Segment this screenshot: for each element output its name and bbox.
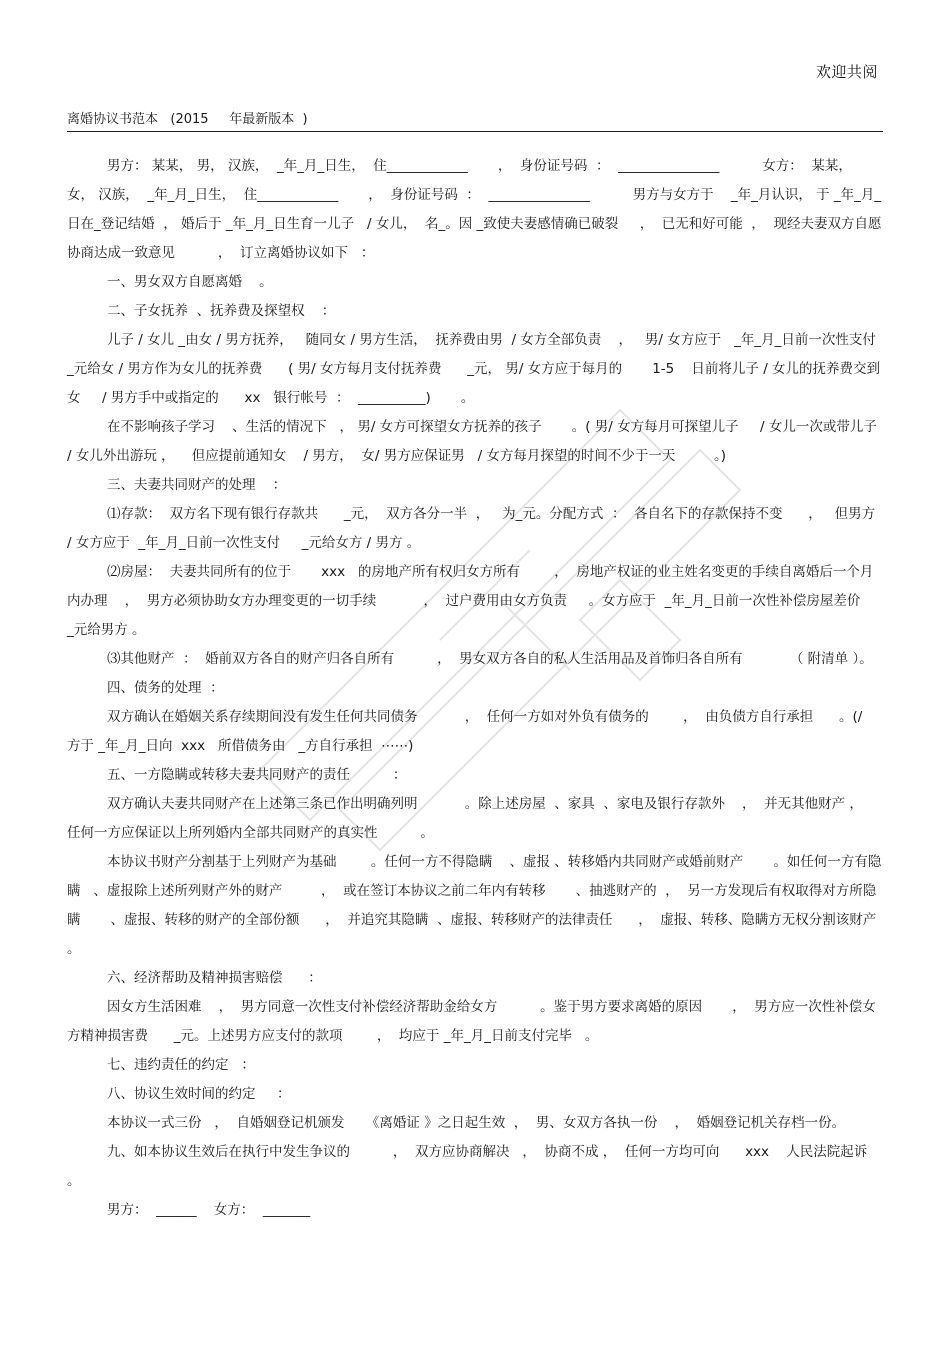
paragraph-effective: 本协议一式三份 ， 自婚姻登记机颁发 《离婚证 》之日起生效 ， 男、女双方各执一份 ， 婚姻登记机关存档一份。 — [107, 1115, 846, 1131]
signature-line: 男方： ______ 女方： _______ — [107, 1202, 311, 1218]
paragraph-child-custody: 儿子 / 女儿 _由女 / 男方抚养， 随同女 / 男方生活， 抚养费由男 / 女方全部负责 ， 男/ 女方应于 _年_月_日前一次性支付 _元给女 / 男方作为女儿的抚养费 ( 男/ 女方每月支付抚养费 _元， 男/ 女方应于每月的 1-5 日前将儿子 / 女儿的抚养费交到女 / 男方手中或指定的 xx 银行帐号 ： __________) 。 — [67, 332, 893, 406]
paragraph-deposits: ⑴存款： 双方名下现有银行存款共 _元， 双方各分一半 ， 为_元。分配方式 ： 各自名下的存款保持不变 ， 但男方 / 女方应于 _年_月_日前一次性支付 _元给女方 / 男方 。 — [67, 506, 880, 551]
paragraph-visitation: 在不影响孩子学习 、生活的情况下 ， 男/ 女方可探望女方抚养的孩子 。( 男/ 女方每月可探望儿子 / 女儿一次或带儿子 / 女儿外出游玩 ， 但应提前通知女 / 男方， 女/ 男方应保证男 / 女方每月探望的时间不少于一天 。) — [67, 419, 890, 464]
paragraph-house: ⑵房屋： 夫妻共同所有的位于 xxx 的房地产所有权归女方所有 ， 房地产权证的业主姓名变更的手续自离婚后一个月内办理 ， 男方必须协助女方办理变更的一切手续 ， 过户费用由女方负责 。女方应于 _年_月_日前一次性补偿房屋差价 _元给男方 。 — [67, 564, 882, 638]
document-header-title: 离婚协议书范本 (2015 年最新版本 ) — [67, 108, 883, 132]
section-9-dispute: 九、如本协议生效后在执行中发生争议的 ， 双方应协商解决 ， 协商不成 ， 任何一方均可向 xxx 人民法院起诉 。 — [67, 1144, 872, 1189]
top-right-text: 欢迎共阅 — [815, 63, 878, 81]
section-3-heading: 三、夫妻共同财产的处理 ： — [107, 477, 287, 493]
paragraph-debts: 双方确认在婚姻关系存续期间没有发生任何共同债务 ， 任何一方如对外负有债务的 ， 由负债方自行承担 。(/ 方于 _年_月_日向 xxx 所借债务由 _方自行承担 ⋯⋯) — [67, 709, 876, 754]
section-1-heading: 一、男女双方自愿离婚 。 — [107, 274, 273, 290]
paragraph-other-property: ⑶其他财产 ： 婚前双方各自的财产归各自所有 ， 男女双方各自的私人生活用品及首饰归各自所有 （ 附清单 ）。 — [107, 651, 873, 667]
paragraph-concealment: 本协议书财产分割基于上列财产为基础 。任何一方不得隐瞒 、虚报 、转移婚内共同财产或婚前财产 。如任何一方有隐瞒 、虚报除上述所列财产外的财产 ， 或在签订本协议之前二年内有转移 、抽逃财产的 ， 另一方发现后有权取得对方所隐瞒 、虚报、转移的财产的全部份额 ， 并追究其隐瞒 、虚报、转移财产的法律责任 ， 虚报、转移、隐瞒方无权分割该财产 。 — [67, 854, 898, 957]
section-6-heading: 六、经济帮助及精神损害赔偿 ： — [107, 970, 322, 986]
paragraph-intro: 男方： 某某， 男， 汉族， _年_月_日生， 住____________ ， 身份证号码 ： _______________ 女方： 某某， 女， 汉族， _年_月_日生， 住____________ ， 身份证号码 ： _______________ 男方与女方于 _年_月认识， 于 _年_月_日在_登记结婚 ， 婚后于 _年_月_日生育一儿子 / 女儿， 名_。因 _致使夫妻感情确已破裂 ， 已无和好可能 ， 现经夫妻双方自愿协商达成一致意见 ， 订立离婚协议如下 ： — [67, 158, 882, 261]
paragraph-compensation: 因女方生活困难 ， 男方同意一次性支付补偿经济帮助金给女方 。鉴于男方要求离婚的原因 ， 男方应一次性补偿女方精神损害费 _元。上述男方应支付的款项 ， 均应于 _年_月_日前支付完毕 。 — [67, 999, 876, 1044]
section-8-heading: 八、协议生效时间的约定 ： — [107, 1086, 291, 1102]
paragraph-property-confirmation: 双方确认夫妻共同财产在上述第三条已作出明确列明 。除上述房屋 、家具 、家电及银行存款外 ， 并无其他财产 ， 任何一方应保证以上所列婚内全部共同财产的真实性 。 — [67, 796, 872, 841]
agreement-body — [67, 152, 898, 1225]
section-4-heading: 四、债务的处理 ： — [107, 680, 224, 696]
section-2-heading: 二、子女抚养 、抚养费及探望权 ： — [107, 303, 336, 319]
section-7-heading: 七、违约责任的约定 ： — [107, 1057, 255, 1073]
section-5-heading: 五、一方隐瞒或转移夫妻共同财产的责任 ： — [107, 767, 407, 783]
